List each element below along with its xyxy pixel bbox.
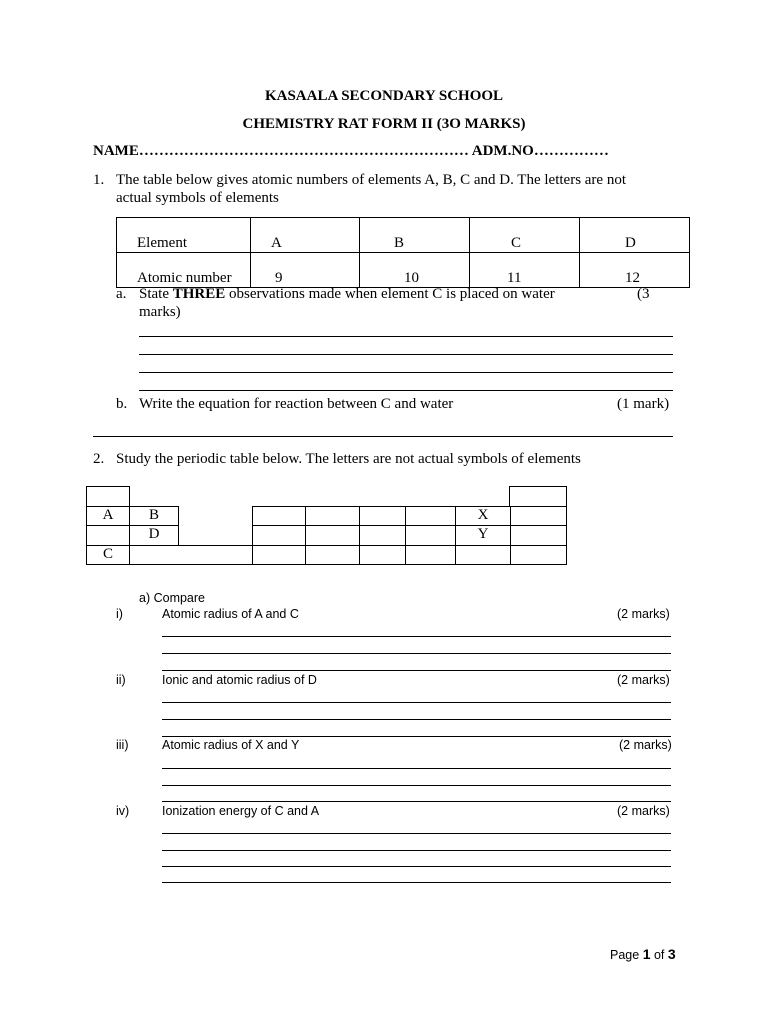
answer-line bbox=[162, 736, 671, 737]
answer-line bbox=[162, 702, 671, 703]
periodic-cell bbox=[252, 525, 306, 546]
table-cell: Atomic number bbox=[117, 253, 251, 288]
periodic-cell bbox=[252, 506, 306, 526]
part-text: Ionization energy of C and A bbox=[162, 804, 320, 818]
periodic-cell-d: D bbox=[129, 525, 179, 546]
q1b-label: b. bbox=[116, 396, 128, 412]
periodic-cell bbox=[252, 545, 306, 565]
part-marks: (2 marks) bbox=[617, 804, 670, 818]
q1a-text: State THREE observations made when element C is placed on water bbox=[139, 286, 555, 302]
periodic-cell bbox=[510, 525, 567, 546]
q1b-marks: (1 mark) bbox=[617, 396, 670, 412]
table-cell: 12 bbox=[580, 253, 690, 288]
answer-line bbox=[139, 372, 673, 373]
name-admno-line: NAME………………………………………………………… ADM.NO…………… bbox=[93, 143, 609, 159]
q2-text: Study the periodic table below. The letters are not actual symbols of elements bbox=[116, 451, 581, 467]
periodic-cell bbox=[455, 545, 511, 565]
part-marks: (2 marks) bbox=[617, 673, 670, 687]
table-cell: A bbox=[251, 218, 360, 253]
table-header-row bbox=[117, 218, 690, 253]
periodic-cell bbox=[86, 486, 130, 507]
table-row bbox=[117, 253, 690, 288]
periodic-cell bbox=[359, 506, 406, 526]
part-number: i) bbox=[116, 607, 123, 621]
periodic-cell bbox=[129, 545, 253, 565]
periodic-cell bbox=[510, 545, 567, 565]
answer-line bbox=[139, 336, 673, 337]
part-number: ii) bbox=[116, 673, 126, 687]
answer-line bbox=[93, 436, 673, 437]
answer-line bbox=[162, 850, 671, 851]
periodic-cell-a: A bbox=[86, 506, 130, 526]
part-number: iv) bbox=[116, 804, 130, 818]
answer-line bbox=[162, 636, 671, 637]
table-cell: 10 bbox=[360, 253, 470, 288]
exam-title: CHEMISTRY RAT FORM II (3O MARKS) bbox=[242, 116, 526, 132]
total-pages: 3 bbox=[667, 946, 676, 962]
q1a-marks: (3 bbox=[637, 286, 650, 302]
answer-line bbox=[162, 768, 671, 769]
answer-line bbox=[162, 719, 671, 720]
table-cell: Element bbox=[117, 218, 251, 253]
periodic-cell bbox=[405, 545, 456, 565]
periodic-cell bbox=[305, 506, 360, 526]
page-counter: Page 1 of 3 bbox=[610, 946, 676, 962]
table-cell: 11 bbox=[470, 253, 580, 288]
answer-line bbox=[162, 801, 671, 802]
periodic-cell bbox=[86, 525, 130, 546]
q1b-text: Write the equation for reaction between C and water bbox=[139, 396, 454, 412]
answer-line bbox=[162, 882, 671, 883]
periodic-cell-b: B bbox=[129, 506, 179, 526]
atomic-number-table bbox=[116, 217, 690, 288]
periodic-cell bbox=[510, 506, 567, 526]
q1a-marks-cont: marks) bbox=[139, 304, 181, 320]
answer-line bbox=[162, 833, 671, 834]
periodic-cell bbox=[359, 545, 406, 565]
periodic-cell-x: X bbox=[455, 506, 511, 526]
q1-text-line2: actual symbols of elements bbox=[116, 190, 279, 206]
table-cell: 9 bbox=[251, 253, 360, 288]
q1a-label: a. bbox=[116, 286, 127, 302]
answer-line bbox=[162, 785, 671, 786]
school-name: KASAALA SECONDARY SCHOOL bbox=[264, 88, 504, 104]
answer-line bbox=[162, 866, 671, 867]
periodic-cell-y: Y bbox=[455, 525, 511, 546]
part-marks: (2 marks) bbox=[617, 607, 670, 621]
periodic-cell bbox=[305, 545, 360, 565]
periodic-cell bbox=[405, 506, 456, 526]
answer-line bbox=[139, 354, 673, 355]
part-text: Ionic and atomic radius of D bbox=[162, 673, 317, 687]
answer-line bbox=[162, 653, 671, 654]
current-page: 1 bbox=[642, 946, 651, 962]
periodic-cell bbox=[359, 525, 406, 546]
answer-line bbox=[162, 670, 671, 671]
periodic-cell-c: C bbox=[86, 545, 130, 565]
compare-label: a) Compare bbox=[139, 591, 205, 605]
part-text: Atomic radius of A and C bbox=[162, 607, 299, 621]
q1-text-line1: The table below gives atomic numbers of elements A, B, C and D. The letters are not bbox=[116, 172, 627, 188]
answer-line bbox=[139, 390, 673, 391]
table-cell: D bbox=[580, 218, 690, 253]
periodic-cell bbox=[405, 525, 456, 546]
periodic-cell bbox=[305, 525, 360, 546]
table-cell: B bbox=[360, 218, 470, 253]
table-cell: C bbox=[470, 218, 580, 253]
part-number: iii) bbox=[116, 738, 129, 752]
periodic-cell bbox=[509, 486, 567, 507]
q2-number: 2. bbox=[93, 451, 105, 467]
part-text: Atomic radius of X and Y bbox=[162, 738, 300, 752]
q1-number: 1. bbox=[93, 172, 105, 188]
part-marks: (2 marks) bbox=[619, 738, 672, 752]
